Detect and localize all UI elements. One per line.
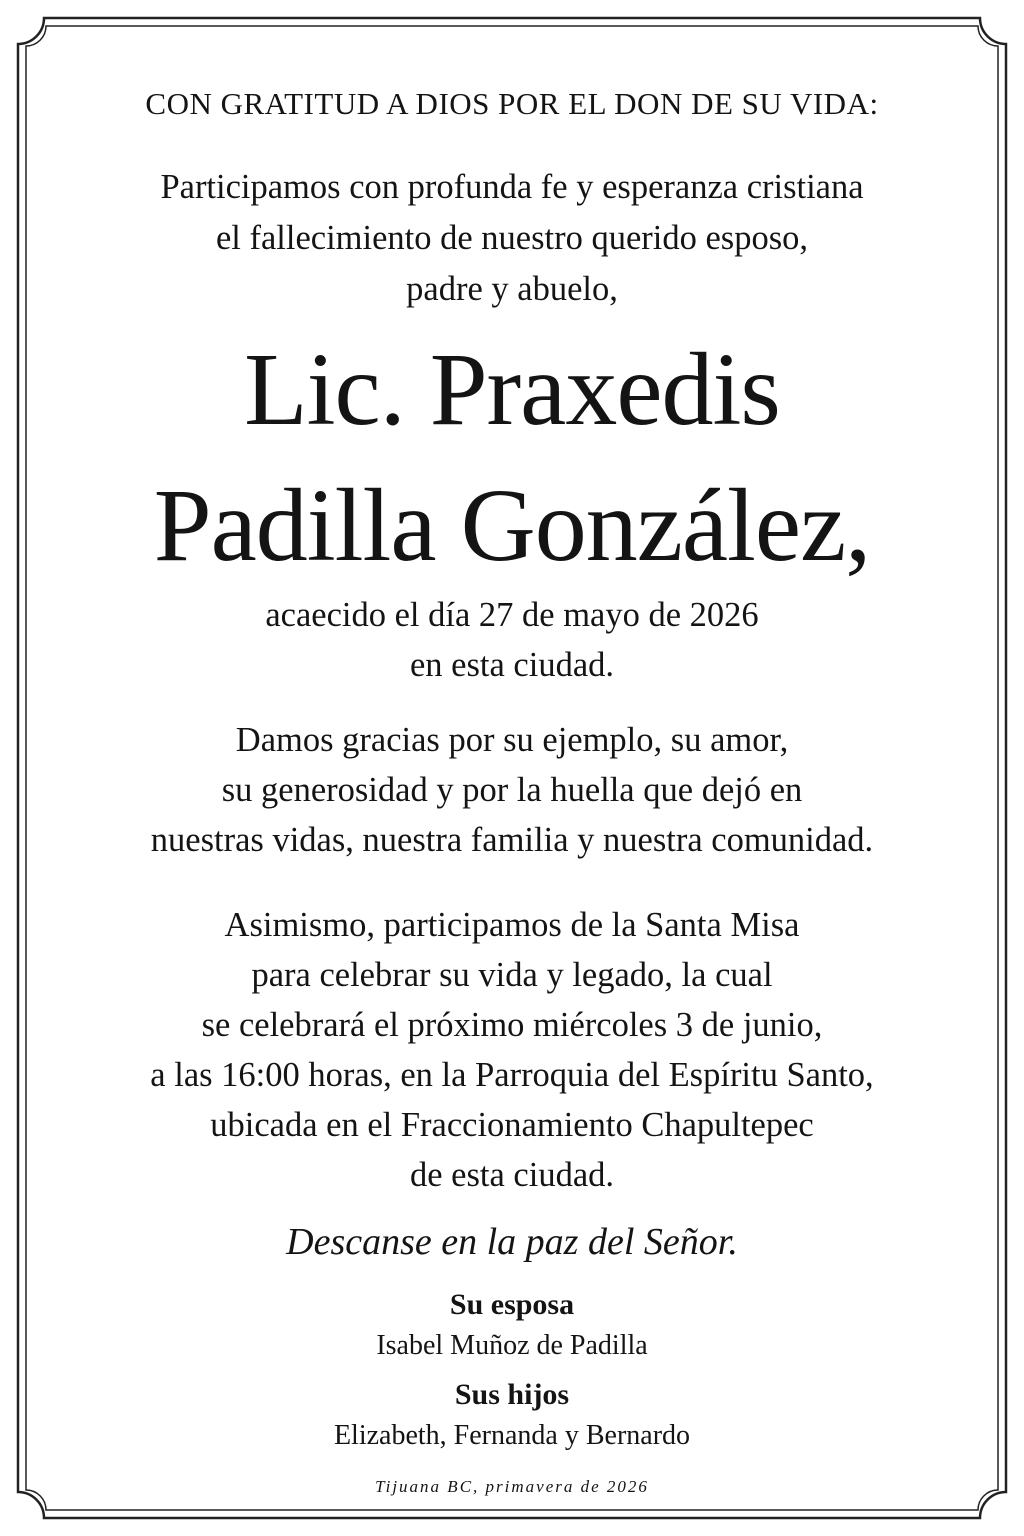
family-role-spouse: Su esposa (449, 1288, 575, 1321)
deceased-name-line-2: Padilla González, (153, 468, 871, 583)
death-notice-line-2: en esta ciudad. (409, 646, 615, 684)
family-names-children: Elizabeth, Fernanda y Bernardo (333, 1420, 691, 1451)
gratitude-line-2: su generosidad y por la huella que dejó en (221, 771, 803, 809)
deceased-name-line-1: Lic. Praxedis (244, 332, 780, 447)
header-text: CON GRATITUD A DIOS POR EL DON DE SU VIDA: (145, 86, 879, 121)
death-notice-line-1: acaecido el día 27 de mayo de 2026 (265, 596, 759, 634)
mass-line-3: se celebrará el próximo miércoles 3 de junio, (201, 1006, 823, 1044)
mass-line-1: Asimismo, participamos de la Santa Misa (224, 906, 800, 944)
gratitude-line-3: nuestras vidas, nuestra familia y nuestra comunidad. (150, 821, 874, 859)
mass-line-5: ubicada en el Fraccionamiento Chapultepec (210, 1106, 814, 1144)
intro-line-3: padre y abuelo, (406, 270, 618, 308)
mass-line-4: a las 16:00 horas, en la Parroquia del Espíritu Santo, (150, 1056, 874, 1094)
closing-blessing: Descanse en la paz del Señor. (286, 1221, 738, 1263)
intro-line-2: el fallecimiento de nuestro querido esposo, (215, 219, 809, 257)
intro-line-1: Participamos con profunda fe y esperanza cristiana (160, 168, 864, 206)
mass-line-6: de esta ciudad. (409, 1156, 615, 1194)
mass-line-2: para celebrar su vida y legado, la cual (251, 956, 773, 994)
family-role-children: Sus hijos (454, 1378, 570, 1411)
gratitude-line-1: Damos gracias por su ejemplo, su amor, (235, 721, 789, 759)
footer-place-date: Tijuana BC, primavera de 2026 (375, 1477, 649, 1496)
family-names-spouse: Isabel Muñoz de Padilla (376, 1330, 648, 1361)
